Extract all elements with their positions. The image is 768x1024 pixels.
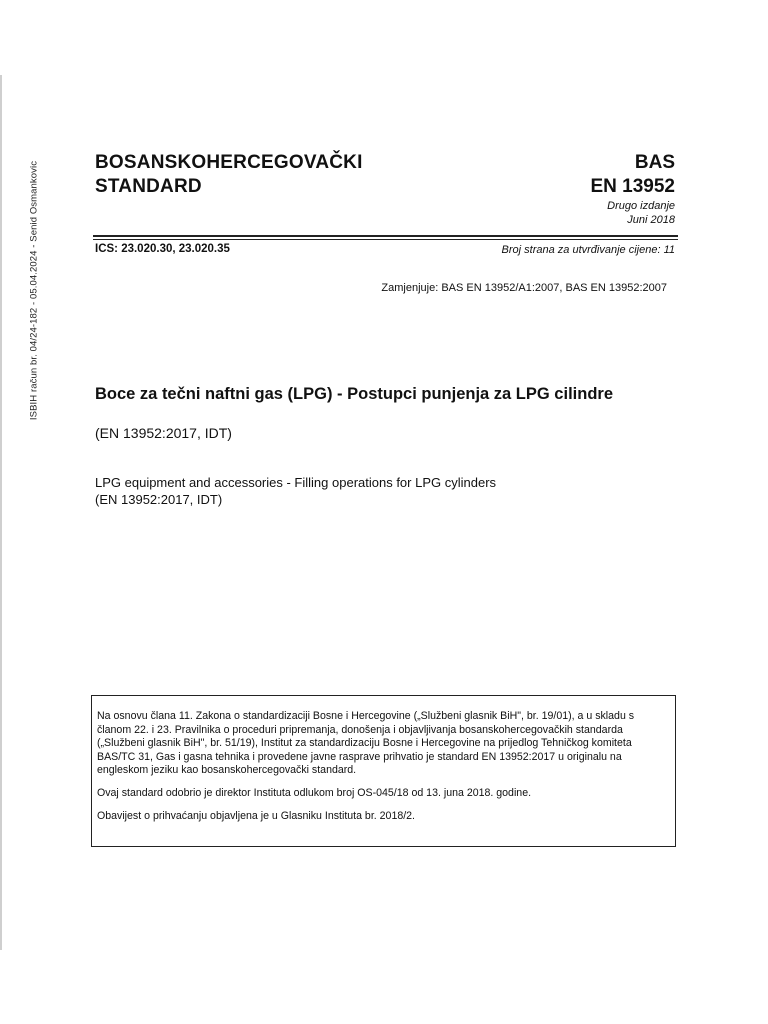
- header-rule-thick: [93, 235, 678, 237]
- standard-code-block: [590, 151, 675, 227]
- header-rule-thin: [93, 239, 678, 240]
- page-left-border: [0, 75, 2, 950]
- standard-title: [95, 151, 363, 199]
- standard-title-line2: STANDARD: [95, 176, 202, 197]
- replaces-note: Zamjenjuje: BAS EN 13952/A1:2007, BAS EN 13952:2007: [381, 282, 667, 294]
- document-ref-bs: (EN 13952:2017, IDT): [95, 425, 232, 441]
- publication-paragraph: Obavijest o prihvaćanju objavljena je u Glasniku Instituta br. 2018/2.: [97, 809, 416, 822]
- adoption-notice-box: [91, 695, 676, 847]
- standard-code-bas: BAS: [634, 152, 675, 173]
- document-title-en: LPG equipment and accessories - Filling operations for LPG cylinders: [95, 475, 497, 490]
- document-title-bs: Boce za tečni naftni gas (LPG) - Postupci punjenja za LPG cilindre: [95, 385, 613, 403]
- ics-codes: ICS: 23.020.30, 23.020.35: [95, 243, 230, 255]
- standard-title-line1: BOSANSKOHERCEGOVAČKI: [95, 152, 363, 173]
- approval-paragraph: Ovaj standard odobrio je direktor Instituta odlukom broj OS-045/18 od 13. juna 2018. godine.: [97, 786, 532, 799]
- edition-date: Juni 2018: [627, 214, 675, 226]
- adoption-notice-paragraph: Na osnovu člana 11. Zakona o standardizaciji Bosne i Hercegovine („Službeni glasnik BiH", br. 19/01), a u skladu s članom 22. i 23. Pravilnika o proceduri pripremanja, donošenja i objavljivanja bosanskohercegovačkih standarda („Službeni glasnik BiH", br. 51/19), Institut za standardizaciju Bosne i Hercegovine na prijedlog Tehničkog komiteta BAS/TC 31, Gas i gasna tehnika i provedene javne rasprave prihvatio je standard EN 13952:2017 u originalu na engleskom jeziku kao bosanskohercegovački standard.: [97, 710, 635, 777]
- document-title-en-block: [95, 474, 496, 508]
- page-count: Broj strana za utvrđivanje cijene: 11: [501, 244, 675, 256]
- side-watermark: ISBIH račun br. 04/24-182 - 05.04.2024 - Senid Osmankovic: [28, 160, 40, 421]
- edition-label: Drugo izdanje: [607, 200, 675, 212]
- standard-code-en: EN 13952: [590, 176, 675, 197]
- document-ref-en: (EN 13952:2017, IDT): [95, 492, 223, 507]
